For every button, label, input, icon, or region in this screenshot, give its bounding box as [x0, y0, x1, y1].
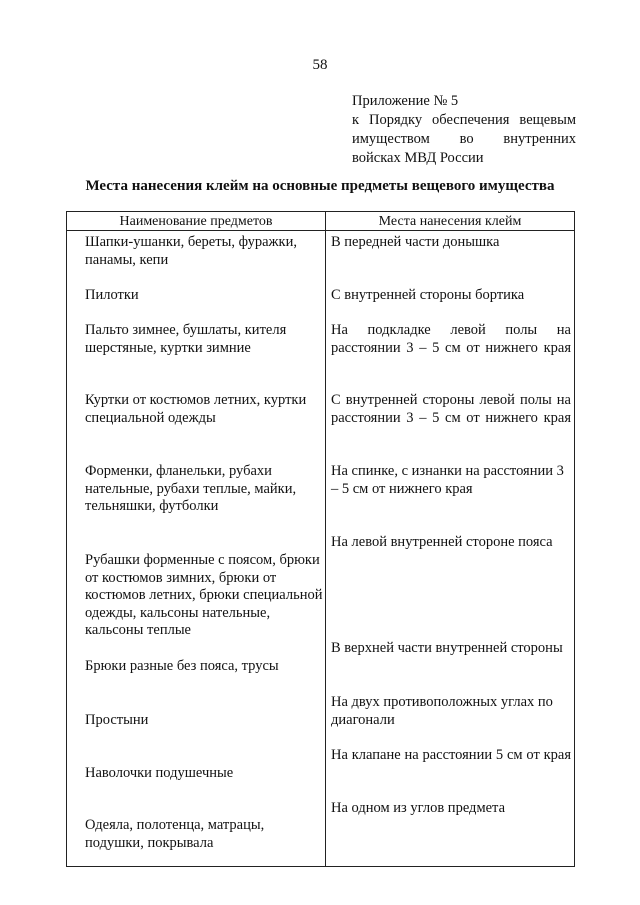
page-number: 58 — [312, 57, 328, 73]
header-branding-place: Места нанесения клейм — [378, 214, 522, 229]
item-name-cell: Пальто зимнее, бушлаты, кителя шерстяные, куртки зимние — [85, 322, 287, 356]
header-item-name: Наименование предметов — [119, 214, 273, 229]
item-name-cell: Одеяла, полотенца, матрацы, подушки, покрывала — [85, 817, 265, 851]
header-divider — [67, 230, 574, 231]
column-divider — [325, 212, 326, 866]
appendix-reference-line-2: имуществом во внутренних — [352, 131, 576, 147]
item-name-cell: Пилотки — [85, 287, 139, 303]
item-name-cell: Брюки разные без пояса, трусы — [85, 658, 279, 674]
item-name-cell: Форменки, фланельки, рубахи нательные, рубахи теплые, майки, тельняшки, футболки — [85, 463, 297, 514]
branding-place-cell: На клапане на расстоянии 5 см от края — [331, 747, 571, 763]
branding-place-cell: На левой внутренней стороне пояса — [331, 534, 553, 550]
appendix-number: Приложение № 5 — [352, 93, 459, 109]
branding-place-cell: В передней части донышка — [331, 234, 500, 250]
branding-place-cell: На одном из углов предмета — [331, 800, 505, 816]
appendix-reference-line-1: к Порядку обеспечения вещевым — [352, 112, 576, 128]
branding-place-cell: С внутренней стороны бортика — [331, 287, 525, 303]
item-name-cell: Наволочки подушечные — [85, 765, 234, 781]
item-name-cell: Куртки от костюмов летних, куртки специальной одежды — [85, 392, 307, 426]
item-name-cell: Простыни — [85, 712, 149, 728]
appendix-reference-line-3: войсках МВД России — [352, 150, 484, 166]
item-name-cell: Рубашки форменные с поясом, брюки от костюмов зимних, брюки от костюмов летних, брюки специальной одежды, кальсоны нательные, кальсоны теплые — [85, 552, 323, 638]
branding-place-cell: С внутренней стороны левой полы на расстоянии 3 – 5 см от нижнего края — [331, 392, 571, 426]
item-name-cell: Шапки-ушанки, береты, фуражки, панамы, кепи — [85, 234, 297, 268]
branding-place-cell: В верхней части внутренней стороны — [331, 640, 563, 656]
branding-place-cell: На двух противоположных углах по диагонали — [331, 694, 553, 728]
branding-place-cell: На спинке, с изнанки на расстоянии 3 – 5 см от нижнего края — [331, 463, 564, 497]
branding-places-table — [66, 211, 575, 867]
document-title: Места нанесения клейм на основные предметы вещевого имущества — [85, 178, 555, 194]
branding-place-cell: На подкладке левой полы на расстоянии 3 – 5 см от нижнего края — [331, 322, 571, 356]
